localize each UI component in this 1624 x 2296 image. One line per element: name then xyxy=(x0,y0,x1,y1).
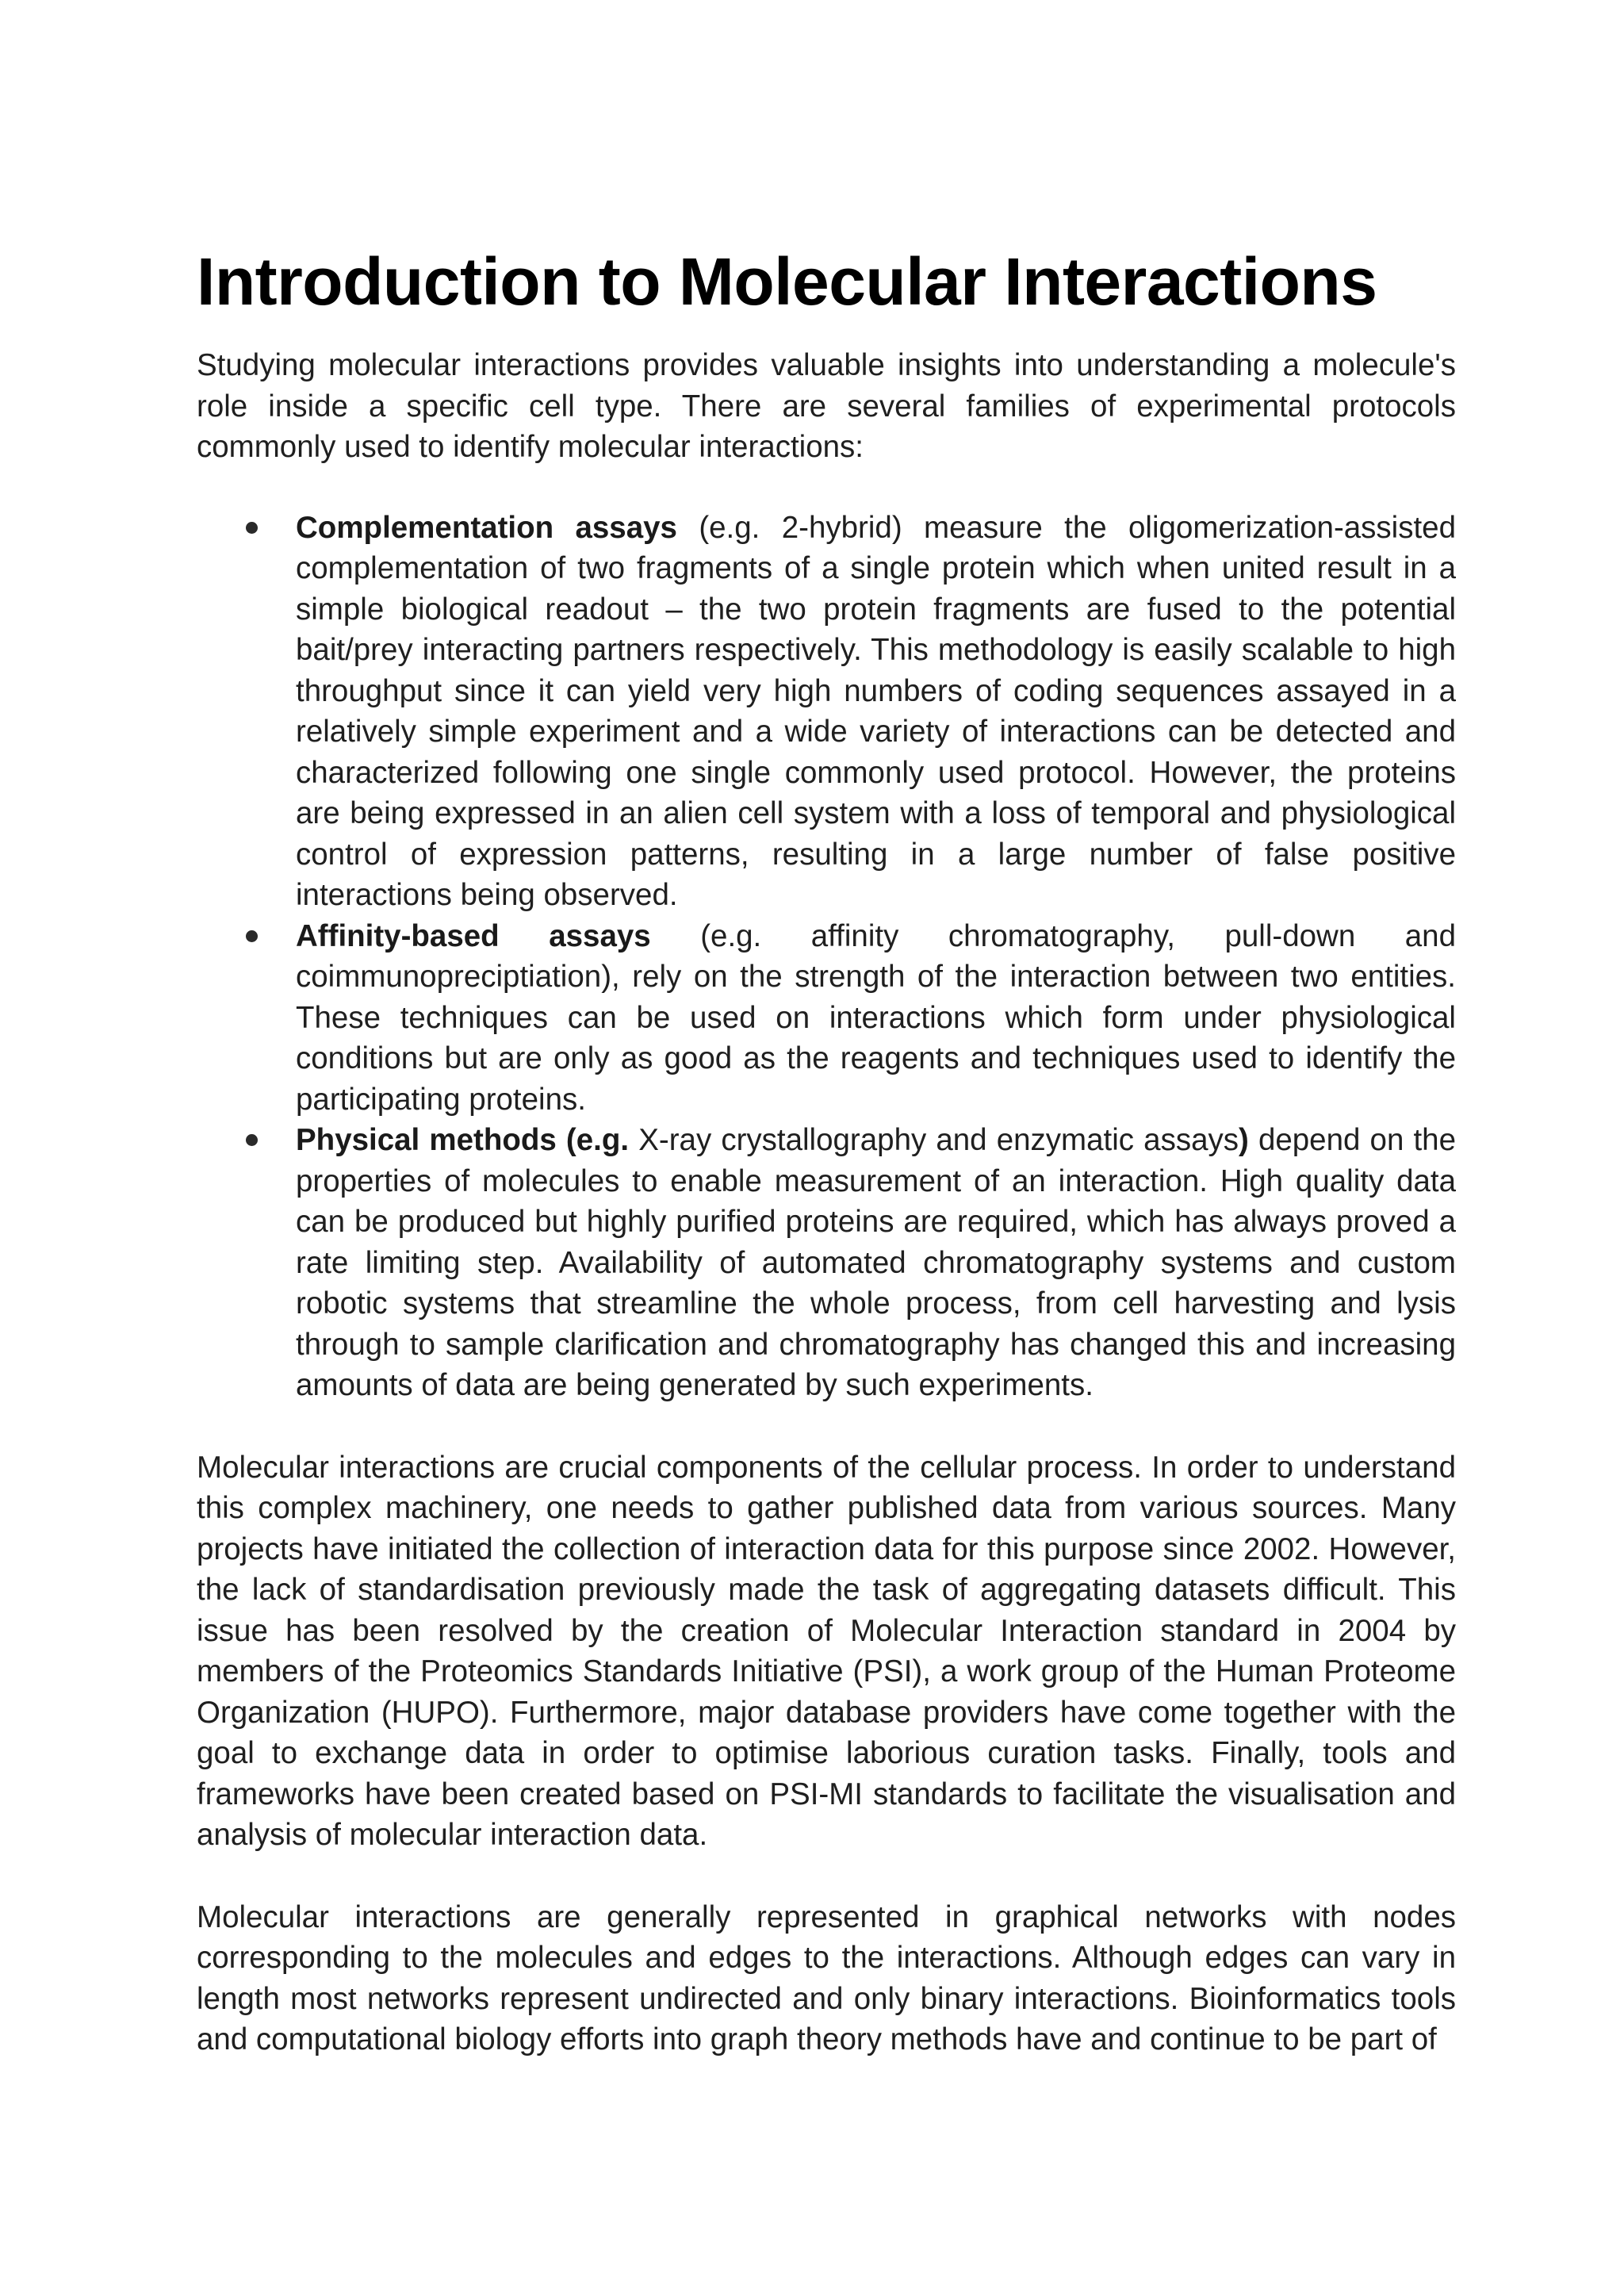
methods-list xyxy=(197,508,1456,1406)
list-item-affinity-based-assays xyxy=(197,916,1456,1121)
body-paragraph-2: Molecular interactions are crucial components of the cellular process. In order to understand this complex machinery, one needs to gather published data from various sources. Many projects have initiated the collection of interaction data for this purpose since 2002. However, the lack of standardisation previously made the task of aggregating datasets difficult. This issue has been resolved by the creation of Molecular Interaction standard in 2004 by members of the Proteomics Standards Initiative (PSI), a work group of the Human Proteome Organization (HUPO). Furthermore, major database providers have come together with the goal to exchange data in order to optimise laborious curation tasks. Finally, tools and frameworks have been created based on PSI-MI standards to facilitate the visualisation and analysis of molecular interaction data. xyxy=(197,1450,1456,1852)
list-item-complementation-assays xyxy=(197,508,1456,916)
bullet-icon xyxy=(246,930,258,942)
list-item-text-after: depend on the properties of molecules to enable measurement of an interaction. High quality data can be produced but highly purified proteins are required, which has always proved a rate limiting step. Availability of automated chromatography systems and custom robotic systems that streamline the whole process, from cell harvesting and lysis through to sample clarification and chromatography has changed this and increasing amounts of data are being generated by such experiments. xyxy=(296,1123,1457,1402)
body-paragraph-3: Molecular interactions are generally represented in graphical networks with nodes corresponding to the molecules and edges to the interactions. Although edges can vary in length most networks represent undirected and only binary interactions. Bioinformatics tools and computational biology efforts into graph theory methods have and continue to be part of xyxy=(197,1899,1456,2056)
list-item-term-close: ) xyxy=(1238,1123,1249,1157)
list-item-text: X-ray crystallography and enzymatic assays xyxy=(629,1123,1239,1157)
list-item-text: (e.g. affinity chromatography, pull-down and coimmunopreciptiation), rely on the strength of the interaction between two entities. These techniques can be used on interactions which form under physiological conditions but are only as good as the reagents and techniques used to identify the participating proteins. xyxy=(296,918,1456,1117)
list-item-term: Physical methods (e.g. xyxy=(296,1123,630,1157)
list-item-term: Affinity-based assays xyxy=(296,918,651,953)
intro-paragraph: Studying molecular interactions provides valuable insights into understanding a molecule's role inside a specific cell type. There are several families of experimental protocols commonly used to identify molecular interactions: xyxy=(197,348,1456,464)
list-item-physical-methods xyxy=(197,1120,1456,1406)
bullet-icon xyxy=(246,1134,258,1146)
bullet-icon xyxy=(246,522,258,534)
list-item-term: Complementation assays xyxy=(296,510,677,545)
page-title: Introduction to Molecular Interactions xyxy=(197,244,1377,319)
list-item-text: (e.g. 2-hybrid) measure the oligomerization-assisted complementation of two fragments of a single protein which when united result in a simple biological readout – the two protein fragments are fused to the potential bait/prey interacting partners respectively. This methodology is easily scalable to high throughput since it can yield very high numbers of coding sequences assayed in a relatively simple experiment and a wide variety of interactions can be detected and characterized following one single commonly used protocol. However, the proteins are being expressed in an alien cell system with a loss of temporal and physiological control of expression patterns, resulting in a large number of false positive interactions being observed. xyxy=(296,510,1457,912)
document-content xyxy=(197,242,1456,2060)
